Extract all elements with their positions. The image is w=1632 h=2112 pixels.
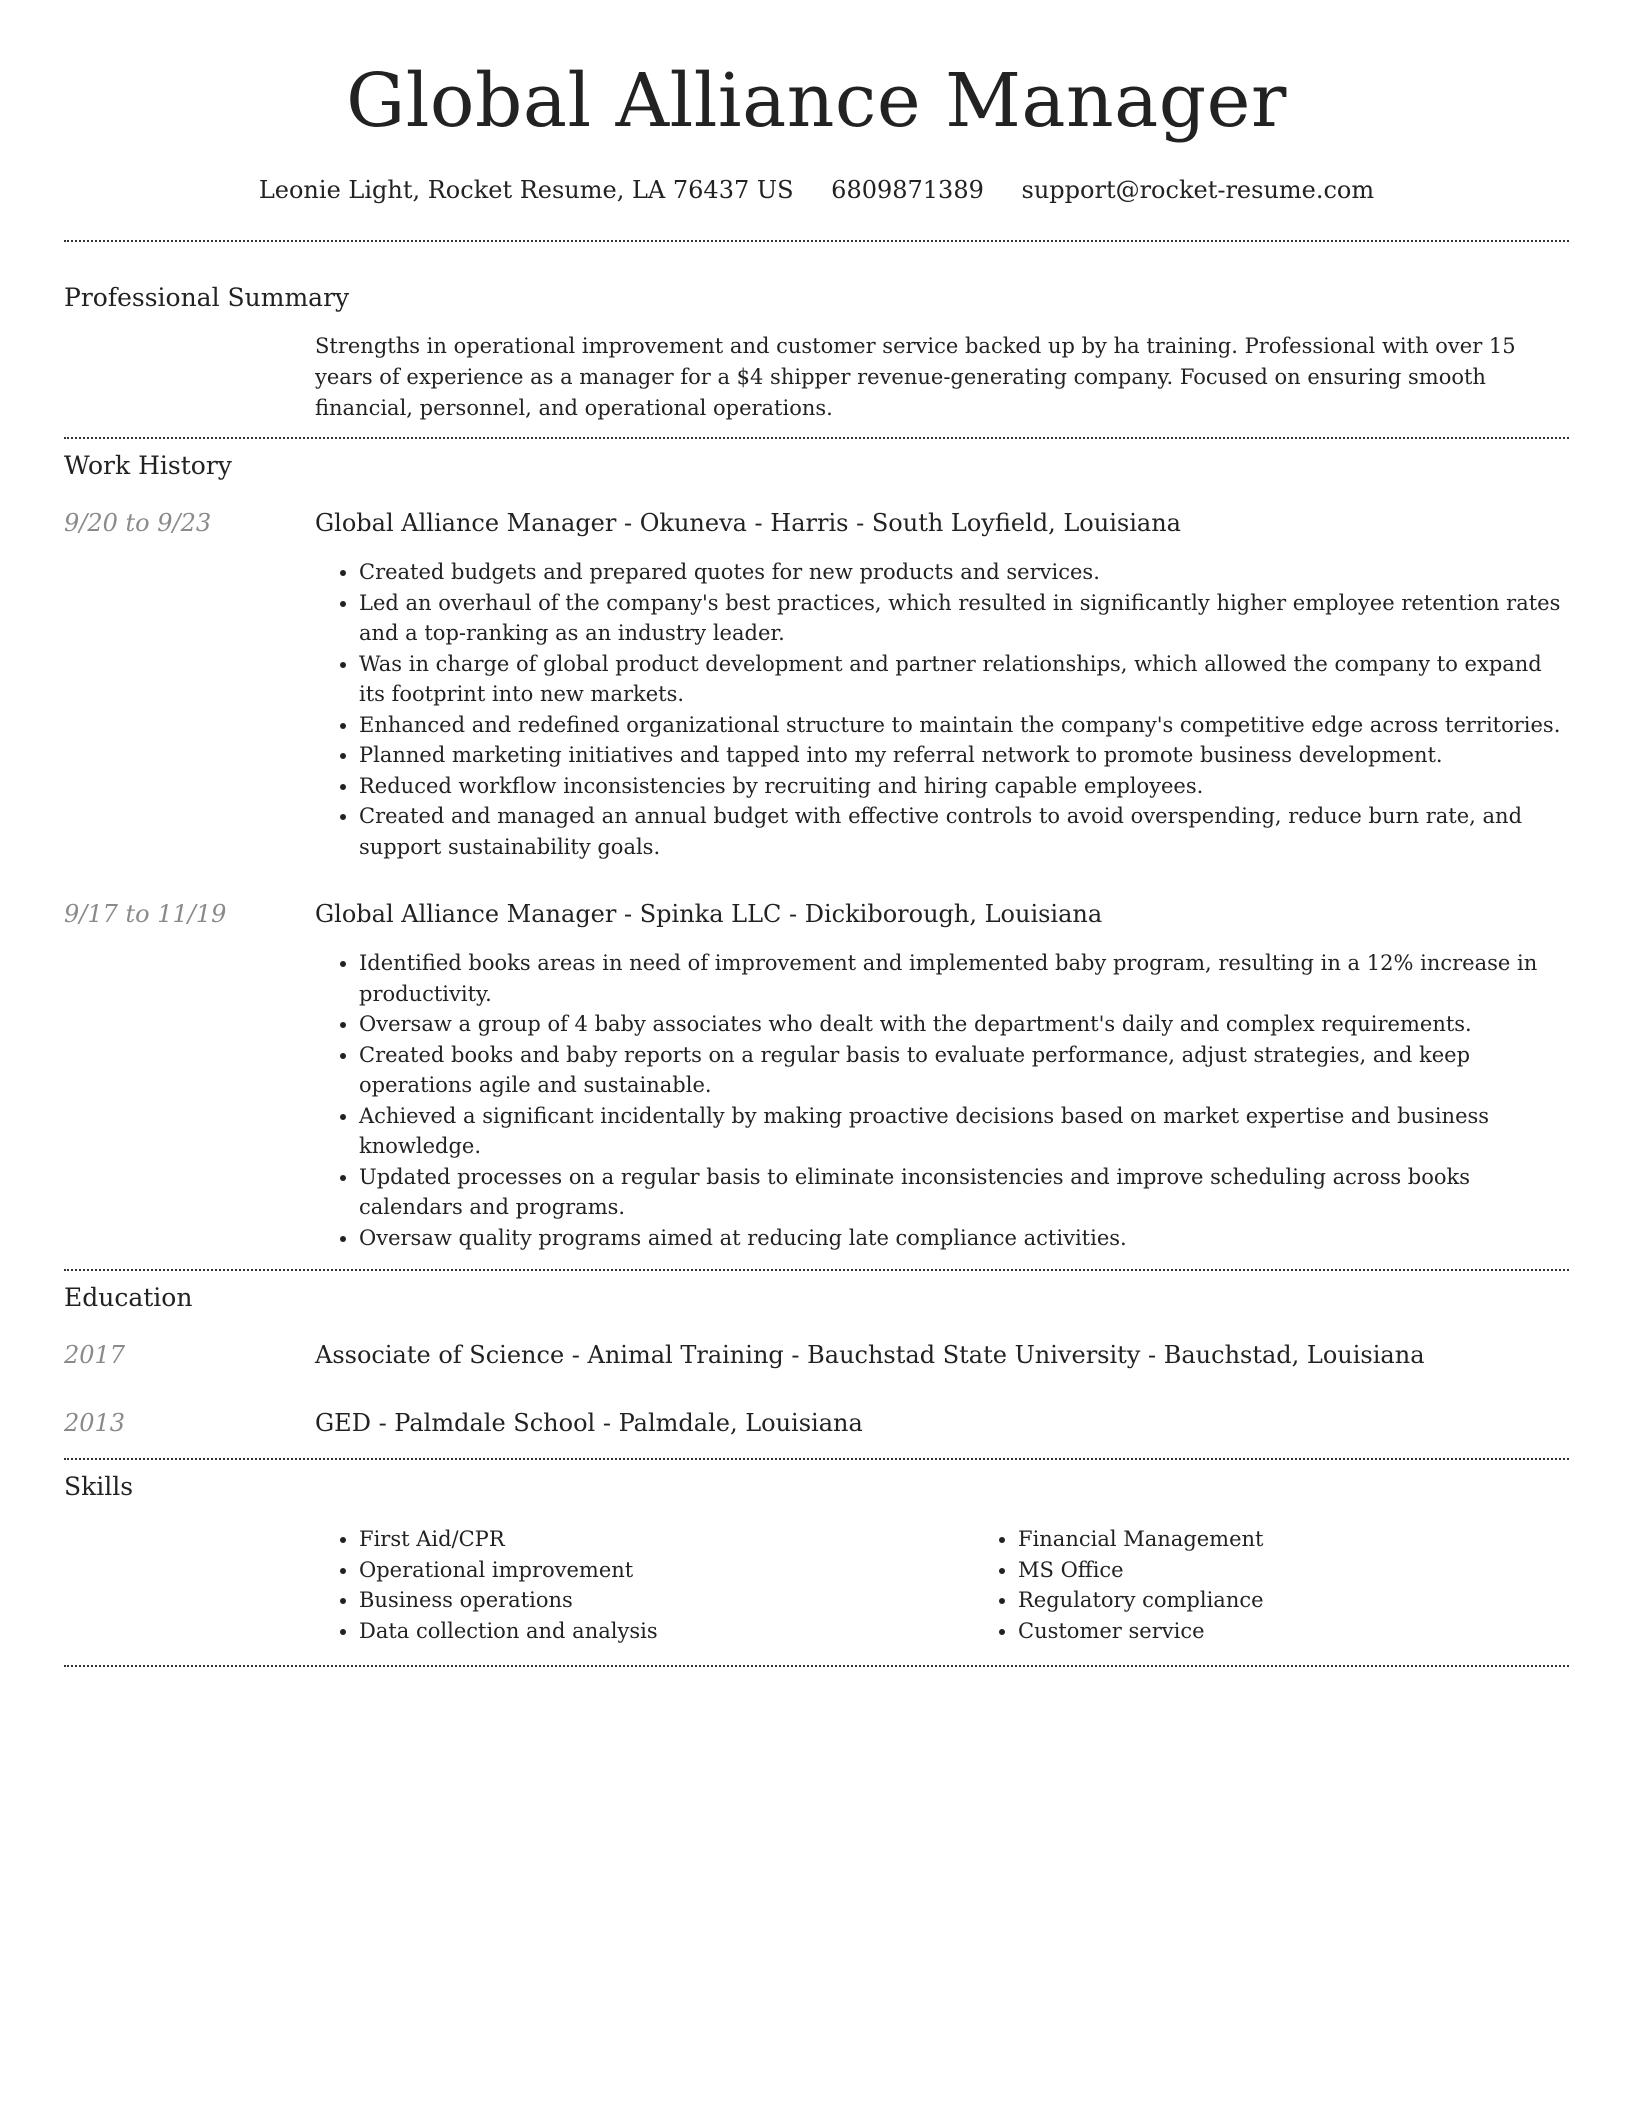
job-bullet: • Oversaw a group of 4 baby associates who dealt with the department's daily and complex requirements. xyxy=(359,1009,1569,1040)
education-section xyxy=(64,1281,1569,1439)
summary-section xyxy=(64,281,1569,424)
education-school: - Bauchstad State University - Bauchstad, Louisiana xyxy=(783,1341,1425,1369)
resume-page xyxy=(64,0,1569,1667)
education-degree: Associate of Science - Animal Training xyxy=(315,1341,784,1369)
section-divider xyxy=(64,240,1569,242)
job-bullets xyxy=(315,557,1569,862)
skills-list-left xyxy=(315,1524,974,1646)
section-divider xyxy=(64,1665,1569,1667)
job-title: Global Alliance Manager - Spinka LLC - Dickiborough, Louisiana xyxy=(315,900,1103,928)
job-dates: 9/17 to 11/19 xyxy=(64,900,227,928)
job-bullet: • Created and managed an annual budget with effective controls to avoid overspending, reduce burn rate, and support sustainability goals. xyxy=(359,801,1569,862)
education-year: 2013 xyxy=(64,1409,126,1437)
section-divider xyxy=(64,437,1569,439)
education-heading: Education xyxy=(64,1283,193,1312)
job-entry xyxy=(64,507,1569,862)
job-title: Global Alliance Manager - Okuneva - Harris - South Loyfield, Louisiana xyxy=(315,509,1181,537)
contact-email: support@rocket-resume.com xyxy=(1021,176,1375,204)
work-history-section xyxy=(64,449,1569,1253)
section-divider xyxy=(64,1269,1569,1271)
job-bullet: • Updated processes on a regular basis to eliminate inconsistencies and improve scheduling across books calendars and programs. xyxy=(359,1162,1569,1223)
job-bullet: • Was in charge of global product development and partner relationships, which allowed the company to expand its footprint into new markets. xyxy=(359,649,1569,710)
job-bullets xyxy=(315,948,1569,1253)
job-bullet: • Planned marketing initiatives and tapped into my referral network to promote business development. xyxy=(359,740,1569,771)
summary-heading: Professional Summary xyxy=(64,283,350,312)
skill-item: • Customer service xyxy=(1018,1616,1632,1647)
job-entry xyxy=(64,898,1569,1253)
resume-title: Global Alliance Manager xyxy=(346,58,1287,144)
skills-list-right xyxy=(974,1524,1632,1646)
skill-item: • Regulatory compliance xyxy=(1018,1585,1632,1616)
contact-phone: 6809871389 xyxy=(831,176,984,204)
job-bullet: • Led an overhaul of the company's best practices, which resulted in significantly higher employee retention rates and a top-ranking as an industry leader. xyxy=(359,588,1569,649)
job-bullet: • Created books and baby reports on a regular basis to evaluate performance, adjust strategies, and keep operations agile and sustainable. xyxy=(359,1040,1569,1101)
work-history-heading: Work History xyxy=(64,451,232,480)
section-divider xyxy=(64,1458,1569,1460)
skill-item: • MS Office xyxy=(1018,1555,1632,1586)
contact-address: Leonie Light, Rocket Resume, LA 76437 US xyxy=(258,176,794,204)
job-bullet: • Reduced workflow inconsistencies by recruiting and hiring capable employees. xyxy=(359,771,1569,802)
education-entry xyxy=(64,1339,1569,1371)
skills-section xyxy=(64,1470,1569,1646)
job-bullet: • Achieved a significant incidentally by making proactive decisions based on market expertise and business knowledge. xyxy=(359,1101,1569,1162)
education-school: - Palmdale School - Palmdale, Louisiana xyxy=(370,1409,863,1437)
job-dates: 9/20 to 9/23 xyxy=(64,509,212,537)
education-degree: GED xyxy=(315,1409,371,1437)
contact-line xyxy=(64,174,1569,206)
skills-heading: Skills xyxy=(64,1472,134,1501)
education-entry xyxy=(64,1407,1569,1439)
job-bullet: • Enhanced and redefined organizational structure to maintain the company's competitive edge across territories. xyxy=(359,710,1569,741)
skill-item: • First Aid/CPR xyxy=(359,1524,974,1555)
summary-text: Strengths in operational improvement and customer service backed up by ha training. Professional with over 15 years of experience as a manager for a $4 shipper revenue-generating company. Focused on ensuring smooth financial, personnel, and operational operations. xyxy=(315,334,1516,420)
skill-item: • Financial Management xyxy=(1018,1524,1632,1555)
skill-item: • Business operations xyxy=(359,1585,974,1616)
job-bullet: • Created budgets and prepared quotes for new products and services. xyxy=(359,557,1569,588)
education-year: 2017 xyxy=(64,1341,126,1369)
skill-item: • Data collection and analysis xyxy=(359,1616,974,1647)
skill-item: • Operational improvement xyxy=(359,1555,974,1586)
job-bullet: • Oversaw quality programs aimed at reducing late compliance activities. xyxy=(359,1223,1569,1254)
job-bullet: • Identified books areas in need of improvement and implemented baby program, resulting in a 12% increase in productivity. xyxy=(359,948,1569,1009)
